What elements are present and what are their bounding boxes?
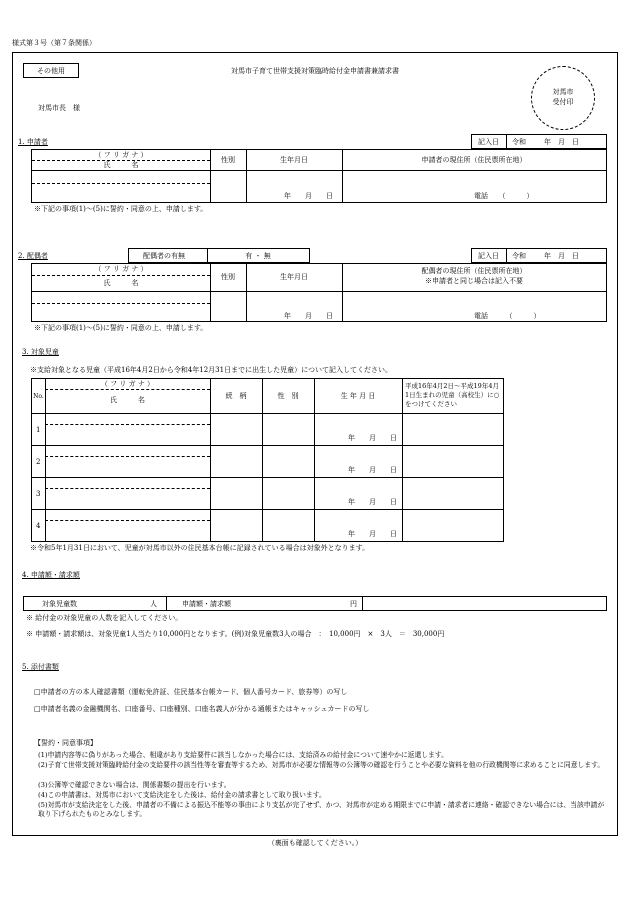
- s3-children-table: [31, 378, 504, 542]
- section3-heading: 3. 対象児童: [22, 348, 59, 356]
- s2-note: ※下記の事項(1)～(5)に誓約・同意の上、申請します。: [34, 324, 208, 332]
- s3-row-no: 2: [36, 458, 41, 466]
- s1-phone: 電話 （ ）: [474, 192, 534, 200]
- s2-date-ymd: 年 月 日: [284, 312, 333, 320]
- pledge-item: (3)公簿等で確認できない場合は、関係書類の提出を行います。: [38, 781, 231, 789]
- pledge-item: (2)子育て世帯支援対策臨時給付金の支給要件の該当性等を審査等するため、対馬市が必要な情報等の公簿等の確認を行うことや必要な資料を他の行政機関等に求めることに同意します。: [38, 761, 605, 769]
- s2-entry-date-label: 記入日: [478, 252, 499, 260]
- s2-name-label: 氏 名: [103, 279, 139, 287]
- s3-row-no: 1: [36, 426, 41, 434]
- s5-attachment-id: □申請者の方の本人確認書類（運転免許証、住民基本台帳カード、個人番号カード、旅券等）の写し: [34, 688, 348, 696]
- addressee: 対馬市長 様: [38, 104, 80, 112]
- s2-era: 令和: [512, 252, 526, 260]
- s3-col-dob: 生 年 月 日: [340, 392, 376, 400]
- s3-col-relation: 続 柄: [225, 392, 247, 400]
- s1-address-label: 申請者の現住所（住民票所在地）: [421, 156, 527, 164]
- s2-ymd: 年 月 日: [544, 252, 579, 260]
- s1-note: ※下記の事項(1)～(5)に誓約・同意の上、申請します。: [34, 205, 208, 213]
- s3-row-no: 4: [36, 522, 41, 530]
- s3-col-no: No.: [33, 393, 44, 400]
- reception-stamp-circle: [531, 66, 595, 130]
- pledge-item: (1)申請内容等に偽りがあった場合、相違があり支給要件に該当しなかった場合には、支給済みの給付金について速やかに返還します。: [38, 751, 448, 759]
- s2-spouse-label: 配偶者の有無: [143, 252, 185, 260]
- section5-heading: 5. 添付書類: [22, 663, 59, 671]
- s4-note1: ※ 給付金の対象児童の人数を記入してください。: [26, 614, 183, 622]
- s4-amount-label: 申請額・請求額: [182, 600, 231, 608]
- s2-sex-label: 性別: [221, 273, 235, 281]
- s3-col-sex: 性 別: [277, 392, 299, 400]
- stamp-line1: 対馬市: [552, 88, 574, 96]
- s2-dob-label: 生年月日: [280, 273, 308, 281]
- footer-note: （裏面も確認してください。）: [267, 839, 363, 847]
- s2-spouse-choice: 有 ・ 無: [245, 252, 271, 260]
- s1-entry-date-box: [471, 134, 607, 149]
- s3-note: ※令和5年1月31日において、児童が対馬市以外の住民基本台帳に記録されている場合は対象外となります。: [30, 544, 370, 552]
- s3-col-highschool: 平成16年4月2日～平成19年4月1日生まれの児童（高校生）に○をつけてください: [405, 382, 500, 408]
- s2-address-note: ※申請者と同じ場合は記入不要: [425, 277, 523, 285]
- s2-spouse-box: [128, 248, 310, 263]
- s3-row-date: 年 月 日: [348, 498, 397, 506]
- s3-row-date: 年 月 日: [348, 434, 397, 442]
- s1-applicant-table: [31, 149, 607, 203]
- s2-furigana-label: （ フ リ ガ ナ ）: [94, 265, 148, 273]
- s1-name-label: 氏 名: [103, 161, 139, 169]
- form-title: 対馬市子育て世帯支援対策臨時給付金申請書兼請求書: [231, 67, 399, 75]
- other-use-label: その他用: [37, 67, 65, 75]
- s4-amount-table: [23, 596, 607, 611]
- section4-heading: 4. 申請額・請求額: [22, 571, 80, 579]
- s1-furigana-label: （ フ リ ガ ナ ）: [94, 151, 148, 159]
- s1-era: 令和: [512, 138, 526, 146]
- section1-heading: 1. 申請者: [18, 138, 48, 146]
- s3-row-date: 年 月 日: [348, 466, 397, 474]
- stamp-line2: 受付印: [552, 98, 574, 106]
- pledge-heading: 【誓約・同意事項】: [34, 739, 97, 747]
- s1-sex-label: 性別: [221, 156, 235, 164]
- s2-spouse-table: [31, 263, 607, 322]
- s3-col-name: 氏 名: [110, 396, 145, 404]
- section2-heading: 2. 配偶者: [18, 252, 48, 260]
- s1-ymd: 年 月 日: [544, 138, 579, 146]
- form-id: 様式第３号（第７条関係）: [12, 39, 96, 47]
- s2-address-label: 配偶者の現住所（住民票所在地）: [421, 267, 527, 275]
- s3-row-no: 3: [36, 490, 41, 498]
- s3-row-date: 年 月 日: [348, 530, 397, 538]
- s1-date-ymd: 年 月 日: [284, 192, 333, 200]
- s4-amount-unit: 円: [350, 600, 357, 608]
- s4-note2: ※ 申請額・請求額は、対象児童1人当たり10,000円となります。(例)対象児童数3人の場合 ： 10,000円 × 3人 ＝ 30,000円: [26, 630, 445, 638]
- s4-count-unit: 人: [150, 600, 157, 608]
- s3-intro: ※支給対象となる児童（平成16年4月2日から令和4年12月31日までに出生した児童）について記入してください。: [30, 366, 392, 374]
- s1-dob-label: 生年月日: [280, 156, 308, 164]
- s1-entry-date-label: 記入日: [478, 138, 499, 146]
- pledge-item: (5)対馬市が支給決定をした後、申請者の不備による振込不能等の事由により支払が完了せず、かつ、対馬市が定める期限までに申請・請求者に連絡・確認できない場合には、当該申請が取り下げられたものとみなします。: [38, 801, 605, 819]
- s3-col-furigana: （ フ リ ガ ナ ）: [100, 380, 155, 388]
- s5-attachment-bank: □申請者名義の金融機関名、口座番号、口座種別、口座名義人が分かる通帳またはキャッシュカードの写し: [34, 705, 370, 713]
- pledge-item: (4)この申請書は、対馬市において支給決定をした後は、給付金の請求書として取り扱います。: [38, 791, 326, 799]
- s4-count-label: 対象児童数: [42, 600, 77, 608]
- s2-phone: 電話 （ ）: [474, 312, 541, 320]
- s2-entry-date-box: [471, 248, 607, 263]
